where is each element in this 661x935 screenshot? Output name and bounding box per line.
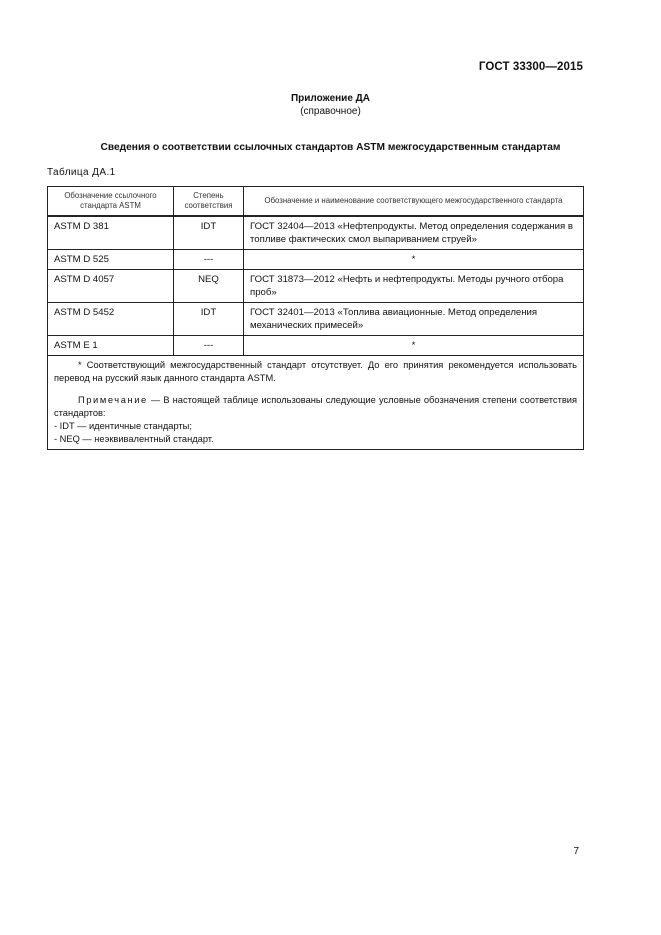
note-label: Примечание (78, 395, 148, 405)
notes-row (48, 356, 584, 450)
cell-degree: IDT (174, 303, 244, 336)
table-row (48, 216, 584, 250)
section-heading: Сведения о соответствии ссылочных стандартов ASTM межгосударственным стандартам (100, 142, 561, 153)
column-header-code: Обозначение ссылочного стандарта ASTM (48, 187, 174, 217)
correspondence-table (47, 186, 584, 450)
note-text: — В настоящей таблице использованы следующие условные обозначения степени соответствия стандартов: (54, 395, 577, 418)
cell-standard: * (244, 250, 584, 270)
cell-degree: IDT (174, 216, 244, 250)
footnote: * Соответствующий межгосударственный стандарт отсутствует. До его принятия рекомендуется использовать перевод на русский язык данного стандарта ASTM. (54, 360, 577, 383)
document-code: ГОСТ 33300—2015 (478, 61, 583, 73)
note-item-idt: - IDT — идентичные стандарты; (54, 421, 192, 431)
column-header-standard: Обозначение и наименование соответствующего межгосударственного стандарта (244, 187, 584, 217)
cell-standard: ГОСТ 32404—2013 «Нефтепродукты. Метод определения содержания в топливе фактических смол выпариванием струей» (244, 216, 584, 250)
cell-standard: ГОСТ 31873—2012 «Нефть и нефтепродукты. Методы ручного отбора проб» (244, 270, 584, 303)
cell-code: ASTM E 1 (48, 336, 174, 356)
table-row (48, 303, 584, 336)
note (54, 394, 577, 420)
column-header-degree: Степень соответствия (174, 187, 244, 217)
table-row (48, 250, 584, 270)
cell-code: ASTM D 5452 (48, 303, 174, 336)
page-number: 7 (573, 846, 579, 857)
cell-standard: ГОСТ 32401—2013 «Топлива авиационные. Метод определения механических примесей» (244, 303, 584, 336)
cell-code: ASTM D 4057 (48, 270, 174, 303)
cell-code: ASTM D 381 (48, 216, 174, 250)
appendix-title: Приложение ДА (290, 93, 371, 104)
cell-code: ASTM D 525 (48, 250, 174, 270)
table-row (48, 336, 584, 356)
cell-degree: NEQ (174, 270, 244, 303)
table-header-row (48, 187, 584, 217)
cell-standard: * (244, 336, 584, 356)
note-item-neq: - NEQ — неэквивалентный стандарт. (54, 434, 214, 444)
table-label: Таблица ДА.1 (47, 167, 116, 178)
cell-degree: --- (174, 336, 244, 356)
table-row (48, 270, 584, 303)
appendix-subtitle: (справочное) (300, 106, 361, 117)
notes-cell (48, 356, 584, 450)
cell-degree: --- (174, 250, 244, 270)
appendix-block (0, 92, 661, 118)
